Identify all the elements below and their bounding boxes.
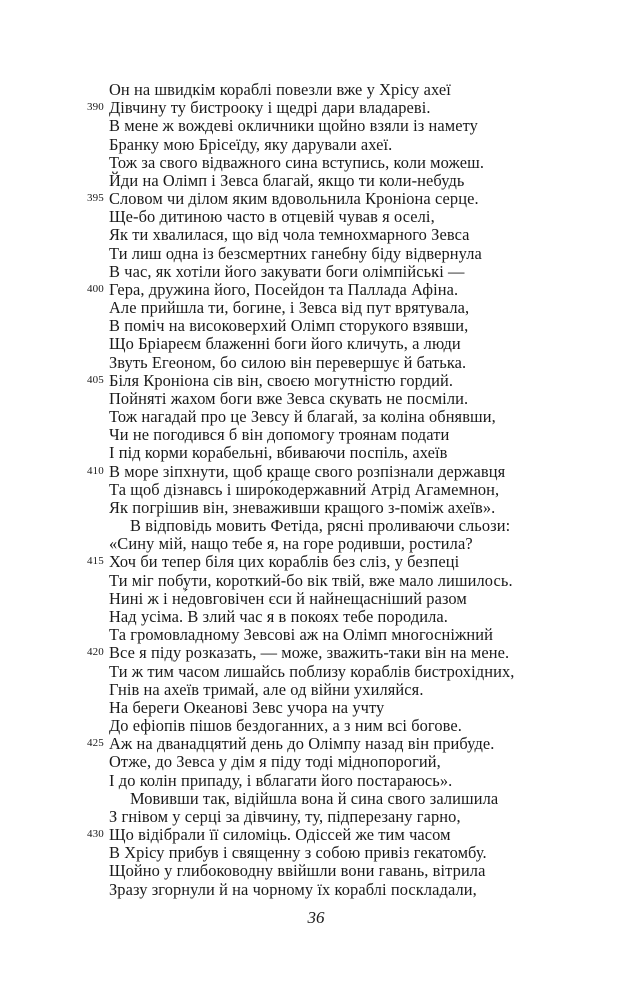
verse-text: Аж на дванадцятий день до Олімпу назад він прибуде. [109, 734, 495, 754]
line-number: 400 [87, 282, 104, 295]
verse-text: Над усіма. В злий час я в покоях тебе породила. [109, 606, 448, 626]
verse-text: В відповідь мовить Фетіда, рясні проливаючи сльози: [130, 516, 511, 536]
verse-line [87, 734, 569, 754]
verse-line [109, 390, 569, 408]
verse-text: Пойняті жахом боги вже Зевса скувать не посміли. [109, 388, 469, 408]
verse-text: І до колін припаду, і вблагати його постараюсь». [109, 770, 453, 790]
verse-text: Словом чи ділом яким вдовольнила Кроніона серце. [109, 189, 479, 209]
verse-text: Ти міг побути, короткий-бо вік твій, вже мало лишилось. [109, 570, 513, 590]
verse-line [109, 408, 569, 426]
verse-text: Мовивши так, відійшла вона й сина свого залишила [130, 788, 499, 808]
verse-text: Що Бріареєм блаженні боги його кличуть, а люди [109, 334, 461, 354]
verse-line [109, 717, 569, 735]
verse-text: Дівчину ту бистрооку і щедрі дари владареві. [109, 98, 431, 118]
line-number: 405 [87, 373, 104, 386]
verse-text: Але прийшла ти, богине, і Зевса від пут врятувала, [109, 298, 470, 318]
verse-line [109, 226, 569, 244]
verse-line [109, 790, 569, 808]
verse-line [109, 154, 569, 172]
verse-line [109, 753, 569, 771]
verse-line [109, 626, 569, 644]
verse-line [109, 444, 569, 462]
poem-text [87, 80, 569, 899]
verse-line [109, 499, 569, 517]
verse-text: В море зіпхнути, щоб краще свого розпізнали державця [109, 461, 506, 481]
verse-text: Що відібрали її силоміць. Одіссей же тим часом [109, 825, 451, 845]
line-number: 425 [87, 737, 104, 750]
verse-text: На береги Океанові Зевс учора на учту [109, 697, 385, 717]
verse-text: В час, як хотіли його закувати боги олімпійські — [109, 261, 465, 281]
verse-text: Та громовладному Зевсові аж на Олімп многосніжний [109, 625, 494, 645]
verse-text: В поміч на високоверхий Олімп сторукого взявши, [109, 316, 469, 336]
verse-text: Тож нагадай про це Зевсу й благай, за коліна обнявши, [109, 407, 496, 427]
verse-text: Йди на Олімп і Зевса благай, якщо ти коли-небудь [109, 170, 465, 190]
verse-text: Ти ж тим часом лишайсь поблизу кораблів бистрохідних, [109, 661, 515, 681]
verse-text: Тож за свого відважного сина вступись, коли можеш. [109, 152, 485, 172]
verse-line [87, 461, 569, 481]
verse-line [87, 643, 569, 663]
verse-text: Гнів на ахеїв тримай, але од війни ухиляйся. [109, 679, 424, 699]
verse-text: Біля Кроніона сів він, своєю могутністю гордий. [109, 370, 454, 390]
verse-line [109, 772, 569, 790]
verse-text: Як погрішив він, зневаживши кращого з-поміж ахеїв». [109, 497, 496, 517]
line-number: 390 [87, 101, 104, 114]
verse-text: «Сину мій, нащо тебе я, на горе родивши, ростила? [109, 534, 473, 554]
verse-line [109, 481, 569, 499]
line-number: 395 [87, 192, 104, 205]
verse-line [87, 279, 569, 299]
line-number: 420 [87, 646, 104, 659]
verse-text: Та щоб дізнавсь і широ́кодержавний Атрід Агамемнон, [109, 479, 500, 499]
verse-line [109, 354, 569, 372]
verse-line [109, 335, 569, 353]
verse-line [109, 608, 569, 626]
verse-text: Чи не погодився б він допомогу троянам подати [109, 425, 450, 445]
line-number: 410 [87, 464, 104, 477]
verse-line [109, 117, 569, 135]
verse-line [109, 590, 569, 608]
verse-line [109, 136, 569, 154]
verse-text: Як ти хвалилася, що від чола темнохмарного Зевса [109, 225, 470, 245]
line-number: 415 [87, 555, 104, 568]
verse-line [109, 426, 569, 444]
verse-text: Ти лиш одна із безсмертних ганебну біду відвернула [109, 243, 482, 263]
verse-line [109, 172, 569, 190]
verse-text: Зразу згорнули й на чорному їх кораблі поскладали, [109, 879, 477, 899]
verse-text: Гера, дружина його, Посейдон та Паллада Афіна. [109, 279, 459, 299]
verse-text: Хоч би тепер біля цих кораблів без сліз, у безпеці [109, 552, 460, 572]
verse-text: В мене ж вождеві окличники щойно взяли із намету [109, 116, 478, 136]
verse-text: З гнівом у серці за дівчину, ту, підперезану гарно, [109, 806, 461, 826]
verse-line [109, 808, 569, 826]
line-number: 430 [87, 828, 104, 841]
verse-text: Отже, до Зевса у дім я піду тоді міднопорогий, [109, 752, 441, 772]
verse-line [109, 317, 569, 335]
verse-line [109, 299, 569, 317]
verse-line [87, 370, 569, 390]
verse-line [109, 699, 569, 717]
verse-text: Он на швидкім кораблі повезли вже у Хрісу ахеї [109, 80, 451, 99]
verse-line [87, 98, 569, 118]
verse-text: В Хрісу прибув і священну з собою привіз гекатомбу. [109, 843, 487, 863]
verse-line [109, 208, 569, 226]
verse-line [109, 263, 569, 281]
verse-line [109, 572, 569, 590]
verse-line [109, 681, 569, 699]
verse-line [109, 663, 569, 681]
verse-line [109, 881, 569, 899]
verse-line [87, 825, 569, 845]
verse-text: До ефіопів пішов бездоганних, а з ним всі богове. [109, 716, 462, 736]
verse-line [109, 862, 569, 880]
verse-text: Бранку мою Брісеїду, яку дарували ахеї. [109, 134, 393, 154]
verse-text: Нині ж і не́довговічен єси й найнещасніший разом [109, 588, 467, 608]
verse-text: Звуть Егеоном, бо силою він перевершує й батька. [109, 352, 467, 372]
verse-line [109, 245, 569, 263]
verse-text: Все я піду розказать, — може, зважить-таки він на мене. [109, 643, 510, 663]
verse-text: Ще-бо дитиною часто в отцевій чував я оселі, [109, 207, 435, 227]
page-number: 36 [307, 908, 325, 927]
verse-line [109, 844, 569, 862]
verse-text: Щойно у глибоководну ввійшли вони гавань, вітрила [109, 861, 486, 881]
verse-line [109, 81, 569, 99]
verse-text: І під корми корабельні, вбиваючи поспіль, ахеїв [109, 443, 448, 463]
verse-line [109, 517, 569, 535]
verse-line [109, 535, 569, 553]
verse-line [87, 552, 569, 572]
verse-line [87, 189, 569, 209]
